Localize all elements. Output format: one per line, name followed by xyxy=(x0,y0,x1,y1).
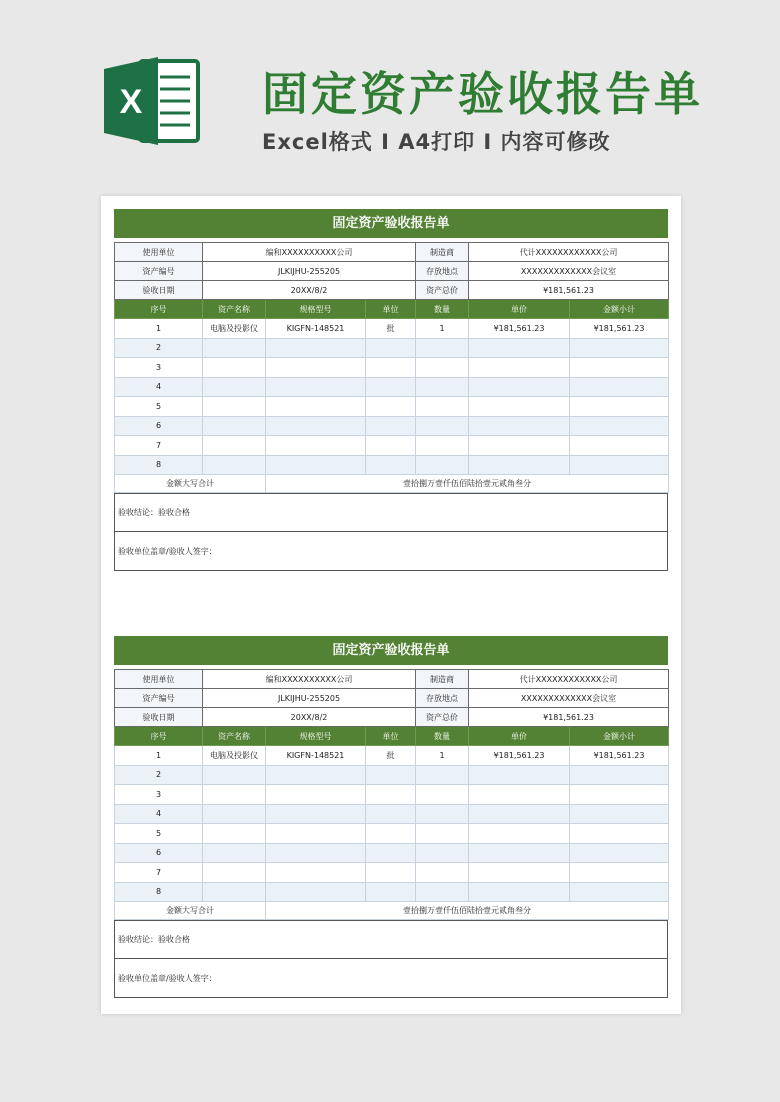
column-header: 资产名称 xyxy=(203,300,266,319)
table-cell[interactable] xyxy=(203,863,266,883)
table-cell[interactable] xyxy=(266,397,366,417)
info-value[interactable]: JLKIJHU-255205 xyxy=(203,262,416,281)
info-label: 存放地点 xyxy=(416,262,469,281)
table-row xyxy=(115,863,669,883)
table-row xyxy=(115,358,669,378)
table-cell[interactable]: 5 xyxy=(115,397,203,417)
table-cell[interactable] xyxy=(469,436,570,456)
table-cell[interactable] xyxy=(266,455,366,475)
table-cell[interactable] xyxy=(469,765,570,785)
table-cell[interactable] xyxy=(366,338,416,358)
table-cell[interactable] xyxy=(203,397,266,417)
info-value[interactable]: 20XX/8/2 xyxy=(203,708,416,727)
column-header: 规格型号 xyxy=(266,300,366,319)
form-title: 固定资产验收报告单 xyxy=(114,209,668,238)
table-cell[interactable] xyxy=(203,358,266,378)
info-label: 资产编号 xyxy=(115,689,203,708)
asset-table xyxy=(114,669,669,920)
column-header: 规格型号 xyxy=(266,727,366,746)
logo-letter: X xyxy=(119,83,143,121)
table-cell[interactable] xyxy=(570,397,669,417)
table-header-row xyxy=(115,300,669,319)
table-cell[interactable]: 5 xyxy=(115,824,203,844)
column-header: 单价 xyxy=(469,727,570,746)
table-cell[interactable] xyxy=(570,765,669,785)
table-cell[interactable] xyxy=(366,843,416,863)
table-cell[interactable] xyxy=(366,785,416,805)
info-label: 验收日期 xyxy=(115,281,203,300)
table-cell[interactable] xyxy=(366,804,416,824)
info-label: 存放地点 xyxy=(416,689,469,708)
column-header: 数量 xyxy=(416,300,469,319)
table-cell[interactable]: 4 xyxy=(115,377,203,397)
table-cell[interactable] xyxy=(416,785,469,805)
column-header: 金额小计 xyxy=(570,300,669,319)
table-cell[interactable] xyxy=(570,804,669,824)
table-cell[interactable] xyxy=(416,824,469,844)
table-cell[interactable]: 8 xyxy=(115,455,203,475)
table-cell[interactable] xyxy=(416,882,469,902)
table-cell[interactable]: 7 xyxy=(115,863,203,883)
table-cell[interactable] xyxy=(203,804,266,824)
table-cell[interactable] xyxy=(469,338,570,358)
table-cell[interactable] xyxy=(570,416,669,436)
table-cell[interactable] xyxy=(570,785,669,805)
banner xyxy=(0,0,780,190)
table-cell[interactable]: 1 xyxy=(416,319,469,339)
column-header: 金额小计 xyxy=(570,727,669,746)
table-cell[interactable] xyxy=(366,882,416,902)
table-cell[interactable]: 批 xyxy=(366,746,416,766)
signature-field[interactable] xyxy=(114,532,668,571)
info-label: 使用单位 xyxy=(115,670,203,689)
table-cell[interactable] xyxy=(266,785,366,805)
table-row xyxy=(115,377,669,397)
table-cell[interactable] xyxy=(416,765,469,785)
table-cell[interactable]: 电脑及投影仪 xyxy=(203,319,266,339)
info-label: 资产编号 xyxy=(115,262,203,281)
excel-icon xyxy=(102,55,202,147)
table-cell[interactable] xyxy=(266,882,366,902)
table-row xyxy=(115,397,669,417)
info-label: 验收日期 xyxy=(115,708,203,727)
table-cell[interactable]: 电脑及投影仪 xyxy=(203,746,266,766)
table-row xyxy=(115,436,669,456)
table-cell[interactable]: 2 xyxy=(115,765,203,785)
info-label: 使用单位 xyxy=(115,243,203,262)
table-row xyxy=(115,455,669,475)
table-cell[interactable]: 1 xyxy=(416,746,469,766)
table-cell[interactable] xyxy=(266,765,366,785)
table-cell[interactable] xyxy=(469,785,570,805)
table-cell[interactable] xyxy=(203,338,266,358)
signature-label: 验收单位盖章/验收人签字： xyxy=(118,973,217,983)
table-cell[interactable]: 4 xyxy=(115,804,203,824)
table-row xyxy=(115,785,669,805)
table-cell[interactable] xyxy=(266,843,366,863)
page-subtitle: Excel格式 I A4打印 I 内容可修改 xyxy=(262,130,611,154)
table-cell[interactable] xyxy=(570,455,669,475)
table-cell[interactable]: KIGFN-148521 xyxy=(266,746,366,766)
table-cell[interactable] xyxy=(366,377,416,397)
table-row xyxy=(115,416,669,436)
signature-label: 验收单位盖章/验收人签字： xyxy=(118,546,217,556)
table-cell[interactable] xyxy=(203,882,266,902)
table-cell[interactable] xyxy=(570,882,669,902)
table-row xyxy=(115,843,669,863)
table-cell[interactable] xyxy=(366,416,416,436)
info-value[interactable]: XXXXXXXXXXXXX会议室 xyxy=(469,262,669,281)
table-cell[interactable] xyxy=(570,358,669,378)
table-cell[interactable] xyxy=(570,338,669,358)
conclusion-field[interactable] xyxy=(114,920,668,959)
table-cell[interactable] xyxy=(416,863,469,883)
info-label: 资产总价 xyxy=(416,281,469,300)
table-cell[interactable] xyxy=(469,804,570,824)
table-cell[interactable] xyxy=(469,397,570,417)
table-cell[interactable] xyxy=(469,882,570,902)
info-value[interactable]: 编和XXXXXXXXXX公司 xyxy=(203,670,416,689)
info-row xyxy=(115,281,669,300)
info-row xyxy=(115,262,669,281)
conclusion-field[interactable] xyxy=(114,493,668,532)
info-label: 制造商 xyxy=(416,243,469,262)
total-row xyxy=(115,475,669,493)
table-cell[interactable] xyxy=(469,843,570,863)
info-value[interactable]: ¥181,561.23 xyxy=(469,281,669,300)
table-cell[interactable] xyxy=(416,843,469,863)
table-cell[interactable]: 7 xyxy=(115,436,203,456)
info-row xyxy=(115,708,669,727)
table-row xyxy=(115,882,669,902)
table-cell[interactable] xyxy=(266,338,366,358)
table-cell[interactable]: ¥181,561.23 xyxy=(570,746,669,766)
table-cell[interactable] xyxy=(203,455,266,475)
table-cell[interactable] xyxy=(366,765,416,785)
table-cell[interactable] xyxy=(469,824,570,844)
info-value[interactable]: 代计XXXXXXXXXXXX公司 xyxy=(469,243,669,262)
table-cell[interactable] xyxy=(469,358,570,378)
signature-field[interactable] xyxy=(114,959,668,998)
table-row xyxy=(115,804,669,824)
table-cell[interactable] xyxy=(469,863,570,883)
table-cell[interactable] xyxy=(416,436,469,456)
table-cell[interactable] xyxy=(570,436,669,456)
info-value[interactable]: 20XX/8/2 xyxy=(203,281,416,300)
total-value[interactable]: 壹拾捌万壹仟伍佰陆拾壹元贰角叁分 xyxy=(266,902,669,920)
column-header: 序号 xyxy=(115,727,203,746)
info-row xyxy=(115,243,669,262)
table-cell[interactable]: 6 xyxy=(115,416,203,436)
table-cell[interactable] xyxy=(366,397,416,417)
total-label: 金额大写合计 xyxy=(115,902,266,920)
column-header: 单位 xyxy=(366,300,416,319)
table-cell[interactable] xyxy=(203,765,266,785)
table-cell[interactable] xyxy=(416,397,469,417)
total-value[interactable]: 壹拾捌万壹仟伍佰陆拾壹元贰角叁分 xyxy=(266,475,669,493)
table-cell[interactable] xyxy=(366,824,416,844)
table-cell[interactable]: 1 xyxy=(115,746,203,766)
info-value[interactable]: ¥181,561.23 xyxy=(469,708,669,727)
column-header: 资产名称 xyxy=(203,727,266,746)
table-cell[interactable] xyxy=(366,358,416,378)
table-cell[interactable] xyxy=(416,377,469,397)
table-cell[interactable] xyxy=(266,863,366,883)
info-value[interactable]: 编和XXXXXXXXXX公司 xyxy=(203,243,416,262)
page-title: 固定资产验收报告单 xyxy=(262,67,703,121)
table-cell[interactable] xyxy=(366,863,416,883)
table-cell[interactable] xyxy=(203,377,266,397)
column-header: 单价 xyxy=(469,300,570,319)
conclusion-text: 验收结论：验收合格 xyxy=(118,935,190,944)
table-cell[interactable]: 6 xyxy=(115,843,203,863)
table-cell[interactable] xyxy=(266,416,366,436)
table-cell[interactable] xyxy=(416,358,469,378)
table-cell[interactable] xyxy=(570,377,669,397)
table-cell[interactable]: ¥181,561.23 xyxy=(570,319,669,339)
table-cell[interactable] xyxy=(366,455,416,475)
info-value[interactable]: JLKIJHU-255205 xyxy=(203,689,416,708)
info-label: 制造商 xyxy=(416,670,469,689)
table-header-row xyxy=(115,727,669,746)
asset-table xyxy=(114,242,669,493)
table-cell[interactable] xyxy=(266,358,366,378)
report-form-1 xyxy=(114,209,668,571)
table-cell[interactable] xyxy=(203,843,266,863)
form-title: 固定资产验收报告单 xyxy=(114,636,668,665)
table-cell[interactable] xyxy=(469,416,570,436)
table-row xyxy=(115,765,669,785)
info-row xyxy=(115,689,669,708)
table-cell[interactable] xyxy=(416,804,469,824)
table-cell[interactable] xyxy=(469,455,570,475)
table-row xyxy=(115,319,669,339)
table-cell[interactable]: 8 xyxy=(115,882,203,902)
table-cell[interactable]: 3 xyxy=(115,785,203,805)
column-header: 单位 xyxy=(366,727,416,746)
table-cell[interactable] xyxy=(203,416,266,436)
table-cell[interactable]: ¥181,561.23 xyxy=(469,746,570,766)
table-cell[interactable] xyxy=(266,436,366,456)
column-header: 数量 xyxy=(416,727,469,746)
table-cell[interactable] xyxy=(570,863,669,883)
info-value[interactable]: XXXXXXXXXXXXX会议室 xyxy=(469,689,669,708)
table-cell[interactable] xyxy=(416,455,469,475)
table-cell[interactable]: 2 xyxy=(115,338,203,358)
table-cell[interactable] xyxy=(416,338,469,358)
table-cell[interactable] xyxy=(416,416,469,436)
table-cell[interactable] xyxy=(266,377,366,397)
table-cell[interactable]: 3 xyxy=(115,358,203,378)
table-cell[interactable] xyxy=(203,785,266,805)
table-cell[interactable] xyxy=(570,843,669,863)
table-cell[interactable] xyxy=(366,436,416,456)
table-cell[interactable]: 1 xyxy=(115,319,203,339)
table-row xyxy=(115,338,669,358)
table-cell[interactable] xyxy=(570,824,669,844)
table-cell[interactable]: ¥181,561.23 xyxy=(469,319,570,339)
table-cell[interactable] xyxy=(203,436,266,456)
table-cell[interactable] xyxy=(266,804,366,824)
table-cell[interactable] xyxy=(203,824,266,844)
table-cell[interactable] xyxy=(469,377,570,397)
report-form-2 xyxy=(114,636,668,998)
table-cell[interactable] xyxy=(266,824,366,844)
table-cell[interactable]: KIGFN-148521 xyxy=(266,319,366,339)
table-cell[interactable]: 批 xyxy=(366,319,416,339)
info-value[interactable]: 代计XXXXXXXXXXXX公司 xyxy=(469,670,669,689)
column-header: 序号 xyxy=(115,300,203,319)
total-label: 金额大写合计 xyxy=(115,475,266,493)
table-row xyxy=(115,824,669,844)
info-row xyxy=(115,670,669,689)
table-row xyxy=(115,746,669,766)
total-row xyxy=(115,902,669,920)
conclusion-text: 验收结论：验收合格 xyxy=(118,508,190,517)
document-page xyxy=(101,196,681,1014)
info-label: 资产总价 xyxy=(416,708,469,727)
